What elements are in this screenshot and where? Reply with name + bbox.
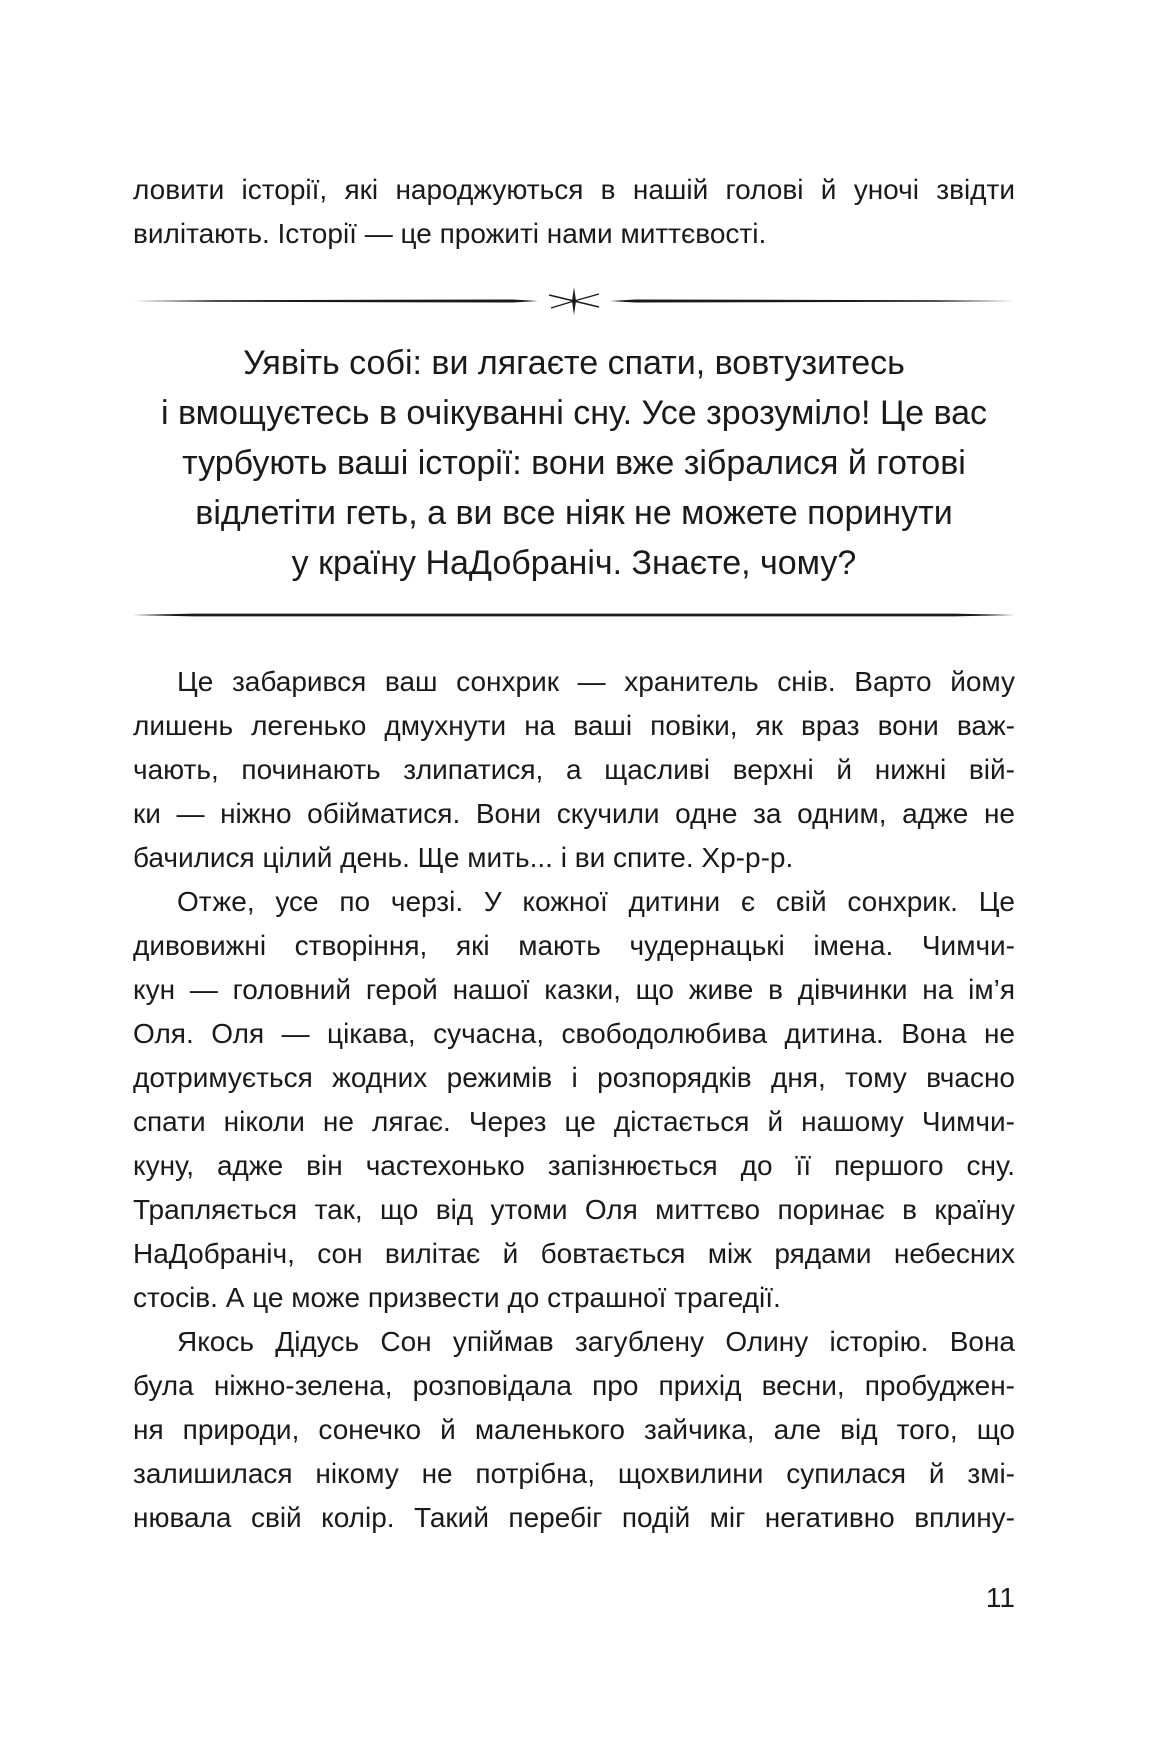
body-line: дивовижні створіння, які мають чудернацькі імена. Чимчи- — [133, 930, 1015, 961]
body-line: бачилися цілий день. Ще мить... і ви спите. Хр-р-р. — [133, 842, 794, 873]
body-line: була ніжно-зелена, розповідала про прихід весни, пробуджен- — [133, 1370, 1015, 1401]
intro-line: ловити історії, які народжуються в нашій голові й уночі звідти — [133, 174, 1015, 205]
body-line: чають, починають злипатися, а щасливі верхні й нижні вій- — [133, 754, 1015, 785]
body-line: стосів. А це може призвести до страшної трагедії. — [133, 1282, 781, 1313]
body-text — [133, 660, 1015, 1540]
body-line: Трапляється так, що від утоми Оля миттєво поринає в країну — [133, 1194, 1015, 1225]
body-line: нювала свій колір. Такий перебіг подій міг негативно вплину- — [133, 1502, 1015, 1533]
callout-line: Уявіть собі: ви лягаєте спати, вовтузитесь — [243, 344, 905, 382]
body-line: ня природи, сонечко й маленького зайчика, але від того, що — [133, 1414, 1015, 1445]
callout-line: турбують ваші історії: вони вже зібралися й готові — [182, 444, 966, 482]
sparkle-star-icon — [549, 287, 599, 315]
body-line: кун — головний герой нашої казки, що живе в дівчинки на ім’я — [133, 974, 1015, 1005]
callout-quote — [120, 338, 1028, 588]
body-line: спати ніколи не лягає. Через це дістається й нашому Чимчи- — [133, 1106, 1015, 1137]
bottom-divider — [133, 610, 1015, 620]
star-divider — [133, 286, 1015, 316]
intro-paragraph — [133, 168, 1015, 256]
divider-line-right — [610, 300, 1015, 303]
body-line: Оля. Оля — цікава, сучасна, свободолюбива дитина. Вона не — [133, 1018, 1015, 1049]
body-line: НаДобраніч, сон вилітає й бовтається між рядами небесних — [133, 1238, 1015, 1269]
divider-line-left — [133, 300, 538, 303]
body-line: залишилася нікому не потрібна, щохвилини супилася й змі- — [133, 1458, 1015, 1489]
callout-line: і вмощуєтесь в очікуванні сну. Усе зрозуміло! Це вас — [160, 394, 988, 432]
body-line: ки — ніжно обійматися. Вони скучили одне за одним, адже не — [133, 798, 1015, 829]
body-line: Якось Дідусь Сон упіймав загублену Олину історію. Вона — [177, 1326, 1015, 1357]
callout-line: у країну НаДобраніч. Знаєте, чому? — [291, 544, 857, 582]
body-line: Отже, усе по черзі. У кожної дитини є свій сонхрик. Це — [177, 886, 1015, 917]
intro-line: вилітають. Історії — це прожиті нами миттєвості. — [133, 218, 767, 249]
page-number: 11 — [985, 1582, 1015, 1613]
body-line: лишень легенько дмухнути на ваші повіки, як враз вони важ- — [133, 710, 1015, 741]
body-line: куну, адже він частехонько запізнюється до її першого сну. — [133, 1150, 1015, 1181]
body-line: дотримується жодних режимів і розпорядків дня, тому вчасно — [133, 1062, 1015, 1093]
body-line: Це забарився ваш сонхрик — хранитель снів. Варто йому — [177, 666, 1015, 697]
callout-line: відлетіти геть, а ви все ніяк не можете поринути — [195, 494, 953, 532]
